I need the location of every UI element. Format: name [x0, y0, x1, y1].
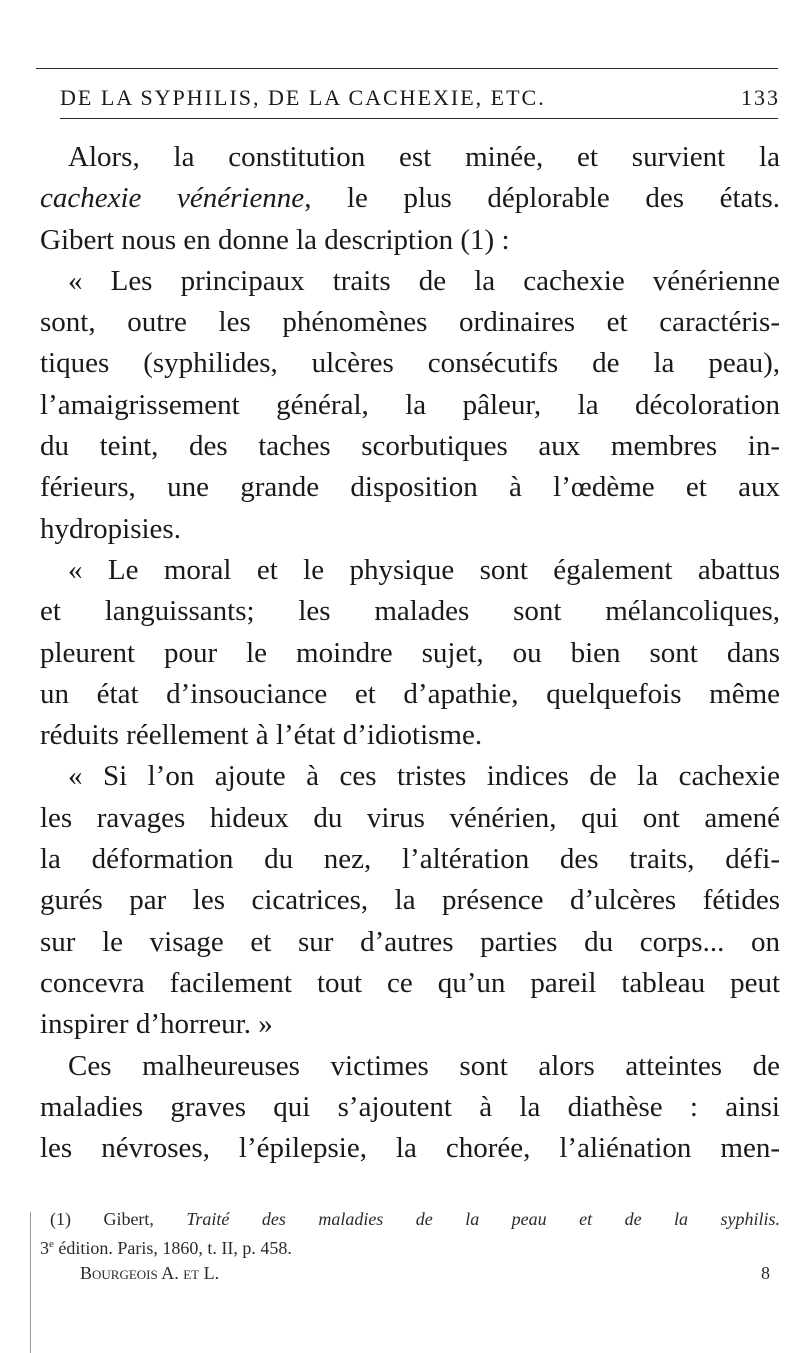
signature-row — [40, 1261, 780, 1286]
footnote-line-1 — [40, 1207, 780, 1232]
footnote-edition-number: 3 — [40, 1238, 49, 1258]
text-run: hydropisies. — [40, 512, 181, 545]
text-run: tiques (syphilides, ulcères consécutifs de la peau), — [40, 347, 780, 380]
text-line — [40, 880, 780, 921]
text-run: « Le moral et le physique sont également abattus — [68, 553, 780, 586]
text-line — [40, 1046, 780, 1087]
text-line — [40, 756, 780, 797]
text-run: pleurent pour le moindre sujet, ou bien sont dans — [40, 636, 780, 669]
text-line — [40, 1128, 780, 1169]
top-rule — [36, 68, 778, 69]
text-run: concevra facilement tout ce qu’un pareil tableau peut — [40, 966, 780, 999]
text-run: les névroses, l’épilepsie, la chorée, l’aliénation men- — [40, 1132, 780, 1165]
text-run: inspirer d’horreur. » — [40, 1008, 273, 1041]
text-line — [40, 178, 780, 219]
text-line — [40, 550, 780, 591]
text-run: , le plus déplorable des états. — [304, 182, 780, 215]
text-run: la déformation du nez, l’altération des traits, défi- — [40, 843, 780, 876]
text-line — [40, 509, 780, 550]
footnote-edition-sup: e — [49, 1238, 54, 1250]
text-line — [40, 963, 780, 1004]
text-line — [40, 1087, 780, 1128]
footnote — [40, 1207, 780, 1286]
text-run: du teint, des taches scorbutiques aux membres in- — [40, 430, 780, 463]
text-run: et languissants; les malades sont mélancoliques, — [40, 595, 780, 628]
text-run: réduits réellement à l’état d’idiotisme. — [40, 719, 483, 752]
text-line — [40, 343, 780, 384]
running-head-title: DE LA SYPHILIS, DE LA CACHEXIE, ETC. — [60, 85, 546, 110]
text-run: l’amaigrissement général, la pâleur, la décoloration — [40, 388, 780, 421]
head-rule — [60, 118, 778, 119]
text-run: Alors, la constitution est minée, et survient la — [68, 141, 780, 173]
text-line — [40, 302, 780, 343]
text-run: « Si l’on ajoute à ces tristes indices de la cachexie — [68, 760, 780, 793]
printer-signature: Bourgeois A. et L. — [80, 1263, 220, 1283]
text-line — [40, 715, 780, 756]
footnote-book-title: Traité des maladies de la peau et de la syphilis. — [186, 1209, 780, 1229]
page-number: 133 — [741, 85, 780, 110]
margin-line — [30, 1212, 31, 1353]
text-run: Ces malheureuses victimes sont alors atteintes de — [68, 1049, 780, 1082]
footnote-ref: (1) Gibert, — [50, 1209, 187, 1229]
body-text — [40, 137, 780, 1169]
text-run: Gibert nous en donne la description (1) : — [40, 223, 510, 256]
text-run: férieurs, une grande disposition à l’œdème et aux — [40, 471, 780, 504]
text-run: gurés par les cicatrices, la présence d’ulcères fétides — [40, 884, 780, 917]
text-line — [40, 426, 780, 467]
text-line — [40, 839, 780, 880]
text-line — [40, 674, 780, 715]
text-run: « Les principaux traits de la cachexie vénérienne — [68, 264, 780, 297]
text-line — [40, 261, 780, 302]
text-run: les ravages hideux du virus vénérien, qui ont amené — [40, 801, 780, 834]
text-line — [40, 385, 780, 426]
text-line — [40, 220, 780, 261]
running-head — [60, 85, 780, 111]
text-run: sont, outre les phénomènes ordinaires et caractéris- — [40, 306, 780, 339]
text-line — [40, 1004, 780, 1045]
footnote-line-2 — [40, 1232, 780, 1261]
text-run: sur le visage et sur d’autres parties du corps... on — [40, 925, 780, 958]
text-line — [40, 798, 780, 839]
signature-mark: 8 — [761, 1263, 770, 1283]
text-run: un état d’insouciance et d’apathie, quelquefois même — [40, 677, 780, 710]
italic-phrase: cachexie vénérienne — [40, 182, 305, 215]
text-line — [40, 137, 780, 178]
text-run: maladies graves qui s’ajoutent à la diathèse : ainsi — [40, 1090, 780, 1123]
footnote-edition-rest: édition. Paris, 1860, t. II, p. 458. — [53, 1238, 292, 1258]
text-line — [40, 922, 780, 963]
text-line — [40, 467, 780, 508]
text-line — [40, 633, 780, 674]
text-line — [40, 591, 780, 632]
